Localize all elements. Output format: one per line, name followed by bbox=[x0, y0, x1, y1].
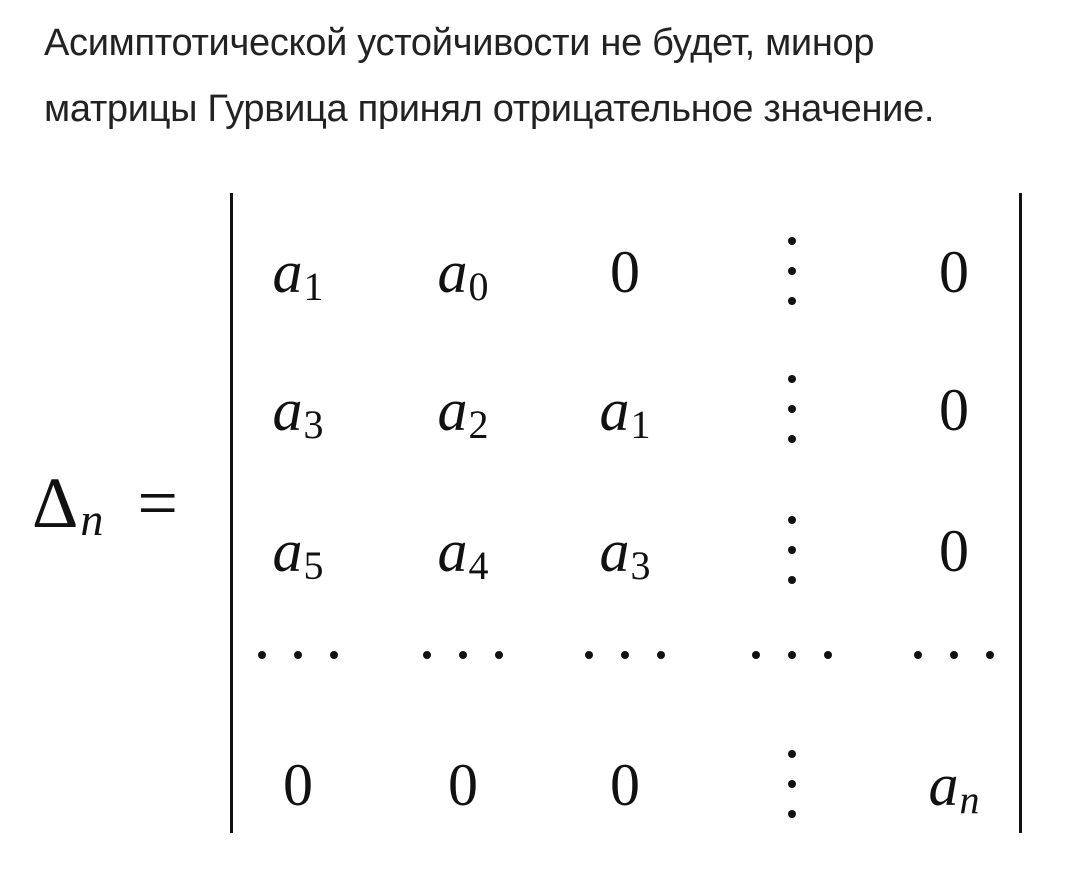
horizontal-dots bbox=[585, 650, 665, 660]
matrix-entry: 0 bbox=[939, 238, 969, 305]
caption-line-1: Асимптотической устойчивости не будет, минор bbox=[44, 22, 875, 64]
matrix-entry: 0 bbox=[283, 751, 313, 818]
matrix-entry: 0 bbox=[939, 376, 969, 443]
matrix-entry: 0 bbox=[610, 238, 640, 305]
vertical-dots bbox=[787, 375, 797, 445]
horizontal-dots bbox=[752, 650, 832, 660]
matrix-entry: a 4 bbox=[437, 517, 489, 588]
matrix-entry: 0 bbox=[610, 751, 640, 818]
horizontal-dots bbox=[914, 650, 994, 660]
vertical-dots bbox=[787, 516, 797, 586]
vertical-dots bbox=[787, 237, 797, 307]
matrix-entry: 0 bbox=[448, 751, 478, 818]
caption-line-2: матрицы Гурвица принял отрицательное значение. bbox=[44, 88, 935, 130]
caption-text bbox=[44, 10, 1044, 142]
horizontal-dots bbox=[423, 650, 503, 660]
matrix-entry: a 3 bbox=[272, 376, 324, 447]
matrix-entry: a 2 bbox=[437, 376, 489, 447]
determinant-label bbox=[32, 462, 178, 545]
matrix-entry: 0 bbox=[939, 517, 969, 584]
determinant-right-bar bbox=[1019, 193, 1022, 833]
matrix-entry: a 0 bbox=[437, 238, 489, 309]
matrix-entry: a 3 bbox=[599, 517, 651, 588]
matrix-entry: a 5 bbox=[272, 517, 324, 588]
matrix-entry: a 1 bbox=[599, 376, 651, 447]
delta-symbol: Δ bbox=[32, 463, 79, 543]
vertical-dots bbox=[787, 750, 797, 820]
delta-subscript: n bbox=[80, 494, 104, 545]
matrix-entry: a n bbox=[928, 751, 980, 822]
horizontal-dots bbox=[258, 650, 338, 660]
equals-sign: = bbox=[137, 463, 178, 543]
matrix-entry: a 1 bbox=[272, 238, 324, 309]
